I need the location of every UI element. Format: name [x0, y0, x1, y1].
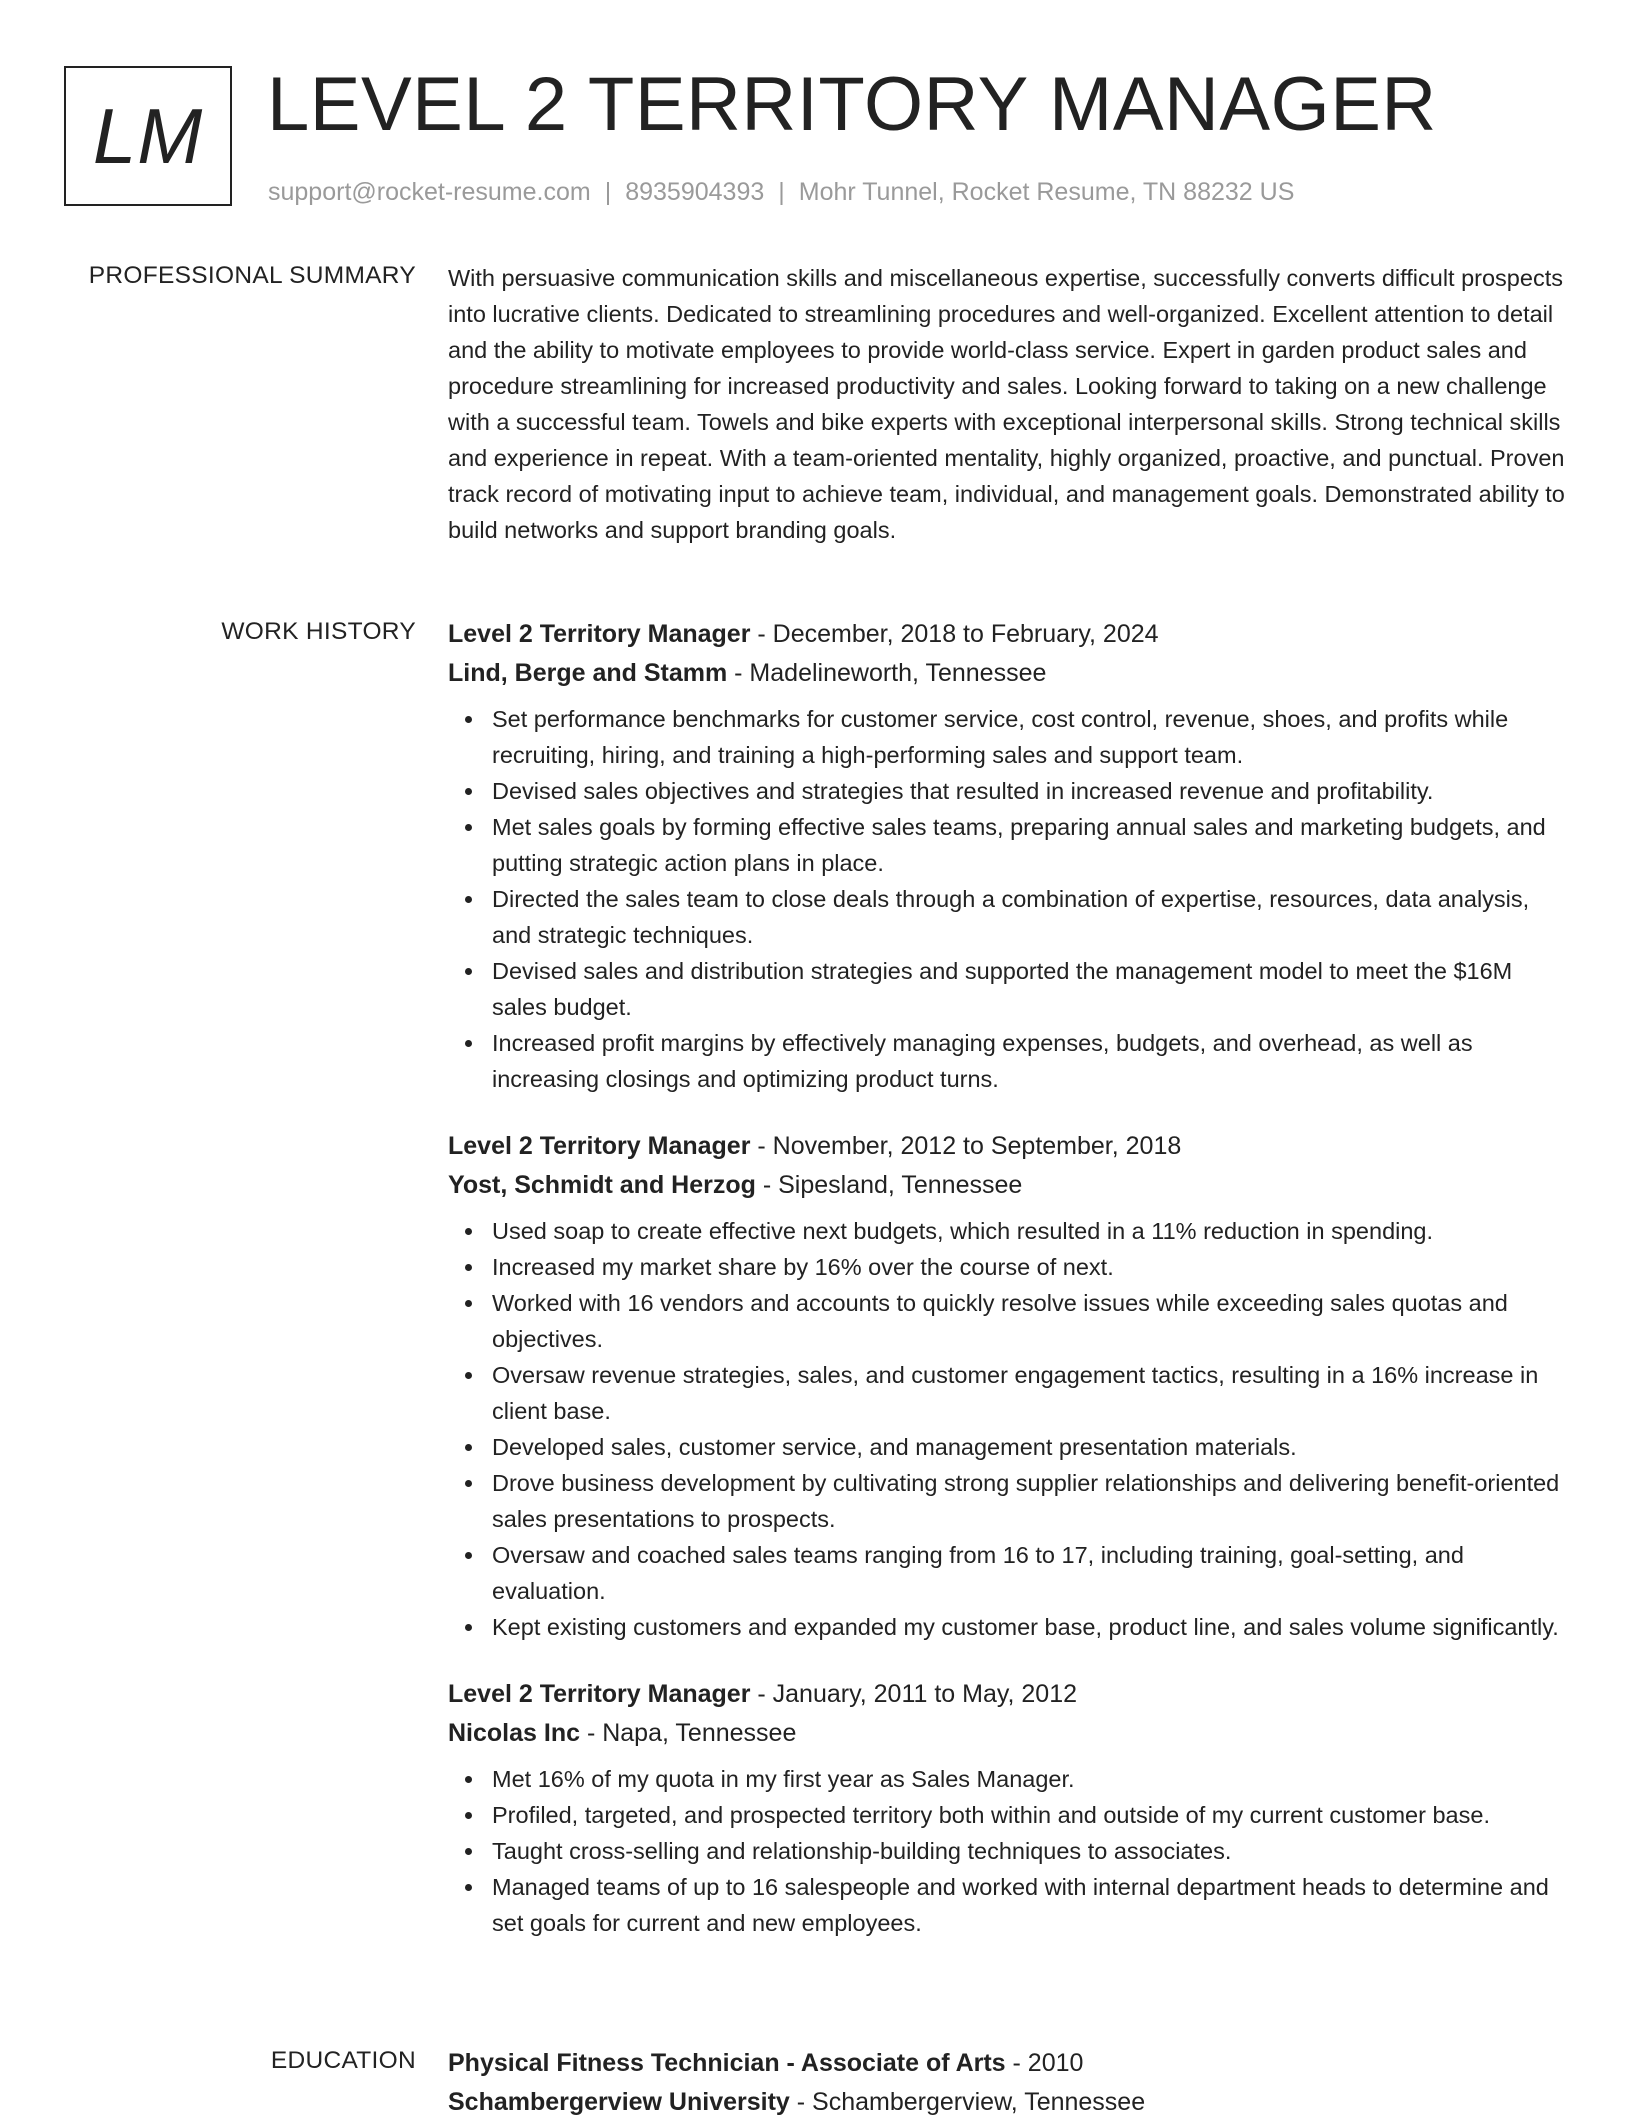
- duty-item: Oversaw and coached sales teams ranging from 16 to 17, including training, goal-setting, and evaluation.: [492, 1537, 1572, 1609]
- duty-item: Oversaw revenue strategies, sales, and customer engagement tactics, resulting in a 16% increase in client base.: [492, 1357, 1572, 1429]
- duty-item: Worked with 16 vendors and accounts to quickly resolve issues while exceeding sales quotas and objectives.: [492, 1285, 1572, 1357]
- contact-phone[interactable]: 8935904393: [625, 178, 765, 206]
- job-company-line: [448, 1714, 1572, 1753]
- duty-item: Met 16% of my quota in my first year as Sales Manager.: [492, 1761, 1572, 1797]
- job-title: Level 2 Territory Manager: [448, 620, 751, 648]
- education-degree: Physical Fitness Technician - Associate of Arts: [448, 2049, 1006, 2077]
- work-history-body: [448, 615, 1572, 1941]
- duty-item: Managed teams of up to 16 salespeople and worked with internal department heads to determine and set goals for current and new employees.: [492, 1869, 1572, 1941]
- education-school-line: [448, 2083, 1572, 2122]
- duty-item: Devised sales objectives and strategies that resulted in increased revenue and profitability.: [492, 773, 1572, 809]
- job-location: - Madelineworth, Tennessee: [727, 659, 1047, 687]
- job-location: - Napa, Tennessee: [580, 1719, 797, 1747]
- job-title: Level 2 Territory Manager: [448, 1680, 751, 1708]
- contact-address: Mohr Tunnel, Rocket Resume, TN 88232 US: [798, 178, 1295, 206]
- resume-header: [64, 62, 1568, 210]
- resume-title: LEVEL 2 TERRITORY MANAGER: [267, 62, 1437, 147]
- education-body: [448, 2044, 1572, 2122]
- contact-email[interactable]: support@rocket-resume.com: [268, 178, 591, 206]
- job-company-line: [448, 1166, 1572, 1205]
- duty-item: Set performance benchmarks for customer service, cost control, revenue, shoes, and profits while recruiting, hiring, and training a high-performing sales and support team.: [492, 701, 1572, 773]
- section-label-summary: PROFESSIONAL SUMMARY: [88, 262, 416, 289]
- job-title: Level 2 Territory Manager: [448, 1132, 751, 1160]
- duty-item: Kept existing customers and expanded my customer base, product line, and sales volume significantly.: [492, 1609, 1572, 1645]
- job-title-line: [448, 615, 1572, 654]
- job-title-line: [448, 1127, 1572, 1166]
- job-location: - Sipesland, Tennessee: [755, 1171, 1023, 1199]
- duty-item: Met sales goals by forming effective sales teams, preparing annual sales and marketing budgets, and putting strategic action plans in place.: [492, 809, 1572, 881]
- contact-line: [268, 176, 1294, 208]
- duty-item: Increased my market share by 16% over the course of next.: [492, 1249, 1572, 1285]
- job-entry: [448, 1675, 1572, 1941]
- duty-item: Directed the sales team to close deals through a combination of expertise, resources, data analysis, and strategic techniques.: [492, 881, 1572, 953]
- job-duties-list: [448, 1213, 1572, 1645]
- education-location: - Schambergerview, Tennessee: [789, 2088, 1146, 2116]
- contact-separator: |: [604, 178, 612, 206]
- monogram-box: LM: [64, 66, 232, 206]
- job-dates: - November, 2012 to September, 2018: [750, 1132, 1182, 1160]
- section-label-work-history: WORK HISTORY: [221, 618, 416, 645]
- section-label-education: EDUCATION: [270, 2047, 416, 2074]
- summary-body: [448, 260, 1572, 548]
- education-year: - 2010: [1005, 2049, 1084, 2077]
- job-duties-list: [448, 1761, 1572, 1941]
- duty-item: Devised sales and distribution strategies and supported the management model to meet the $16M sales budget.: [492, 953, 1572, 1025]
- job-company: Lind, Berge and Stamm: [448, 659, 728, 687]
- job-company: Nicolas Inc: [448, 1719, 580, 1747]
- duty-item: Taught cross-selling and relationship-building techniques to associates.: [492, 1833, 1572, 1869]
- duty-item: Profiled, targeted, and prospected territory both within and outside of my current customer base.: [492, 1797, 1572, 1833]
- job-dates: - December, 2018 to February, 2024: [750, 620, 1159, 648]
- duty-item: Used soap to create effective next budgets, which resulted in a 11% reduction in spending.: [492, 1213, 1572, 1249]
- job-company: Yost, Schmidt and Herzog: [448, 1171, 756, 1199]
- duty-item: Developed sales, customer service, and management presentation materials.: [492, 1429, 1572, 1465]
- job-entry: [448, 1127, 1572, 1645]
- job-title-line: [448, 1675, 1572, 1714]
- duty-item: Increased profit margins by effectively managing expenses, budgets, and overhead, as well as increasing closings and optimizing product turns.: [492, 1025, 1572, 1097]
- job-duties-list: [448, 701, 1572, 1097]
- job-entry: [448, 615, 1572, 1097]
- contact-separator: |: [778, 178, 785, 206]
- job-company-line: [448, 654, 1572, 693]
- education-degree-line: [448, 2044, 1572, 2083]
- summary-text: With persuasive communication skills and miscellaneous expertise, successfully converts difficult prospects into lucrative clients. Dedicated to streamlining procedures and well-organized. Excellent attention to detail and the ability to motivate employees to provide world-class service. Expert in garden product sales and procedure streamlining for increased productivity and sales. Looking forward to taking on a new challenge with a successful team. Towels and bike experts with exceptional interpersonal skills. Strong technical skills and experience in repeat. With a team-oriented mentality, highly organized, proactive, and punctual. Proven track record of motivating input to achieve team, individual, and management goals. Demonstrated ability to build networks and support branding goals.: [448, 265, 1565, 543]
- duty-item: Drove business development by cultivating strong supplier relationships and delivering benefit-oriented sales presentations to prospects.: [492, 1465, 1572, 1537]
- education-school: Schambergerview University: [448, 2088, 790, 2116]
- job-dates: - January, 2011 to May, 2012: [750, 1680, 1078, 1708]
